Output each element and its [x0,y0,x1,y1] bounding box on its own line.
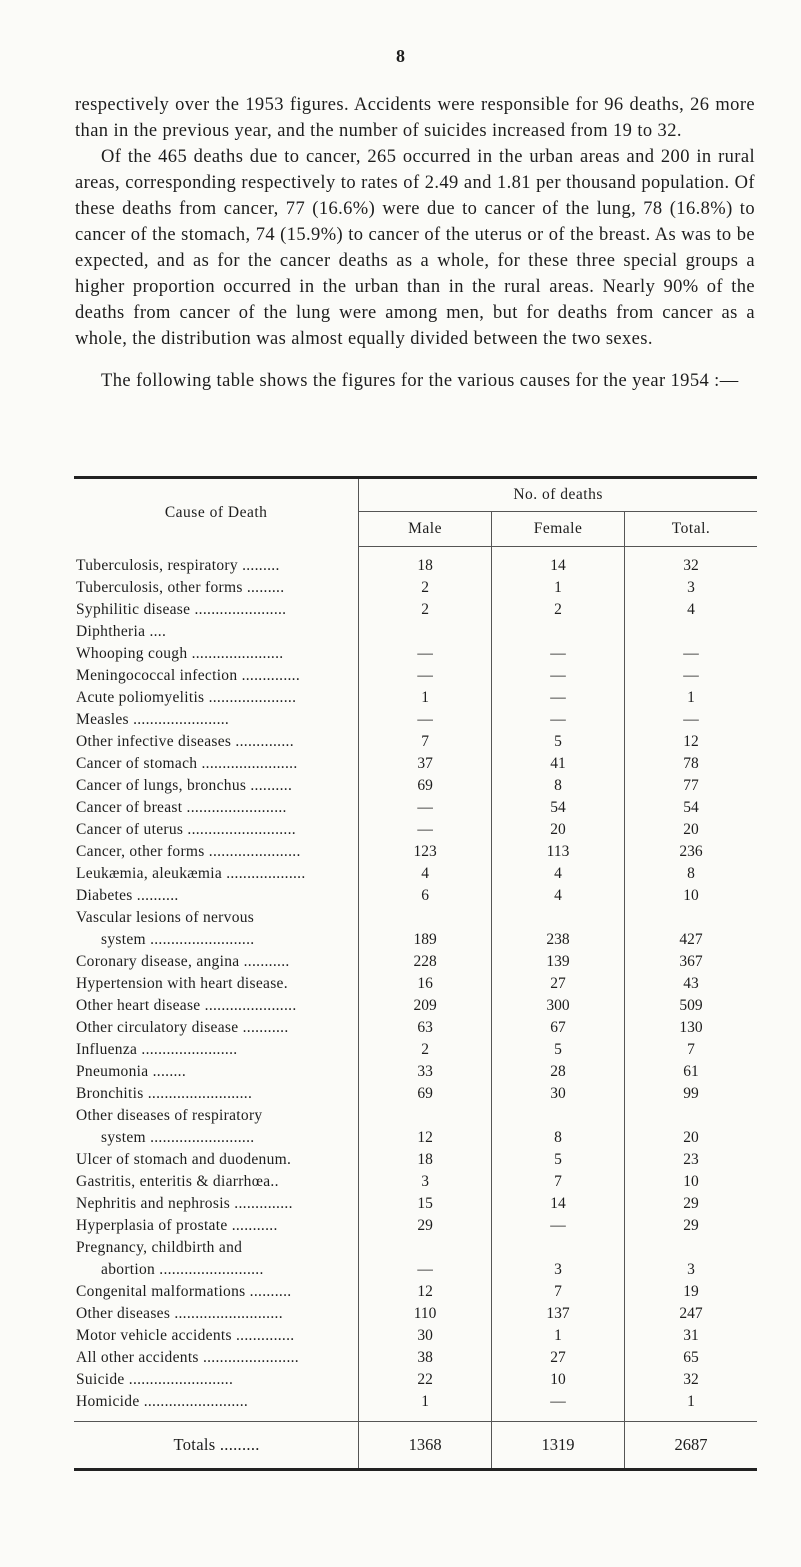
row-cause: Ulcer of stomach and duodenum. [74,1149,359,1171]
table-row [74,1281,757,1303]
row-cause: system ......................... [74,1127,359,1149]
row-cause: Influenza ....................... [74,1039,359,1061]
row-cause: Diphtheria .... [74,621,359,643]
table-row [74,863,757,885]
row-cause: Hypertension with heart disease. [74,973,359,995]
row-female: — [491,643,624,665]
table-row [74,555,757,577]
table-row [74,1325,757,1347]
row-female: — [491,1215,624,1237]
row-male [359,907,492,929]
table-row [74,709,757,731]
table-row [74,797,757,819]
row-female: 137 [491,1303,624,1325]
row-cause: Cancer of uterus .......................... [74,819,359,841]
row-cause: Cancer of lungs, bronchus .......... [74,775,359,797]
table-row [74,819,757,841]
row-female: — [491,665,624,687]
table-row [74,1083,757,1105]
row-female: — [491,1391,624,1413]
row-male: 33 [359,1061,492,1083]
row-cause: Other diseases .......................... [74,1303,359,1325]
table-row [74,1127,757,1149]
row-total [625,1105,757,1127]
row-total: 19 [625,1281,757,1303]
row-total: 4 [625,599,757,621]
row-female: 67 [491,1017,624,1039]
row-total: 20 [625,819,757,841]
row-female: 5 [491,1149,624,1171]
row-cause: Other heart disease ...................... [74,995,359,1017]
row-female: 2 [491,599,624,621]
totals-male: 1368 [359,1422,492,1470]
table-row [74,973,757,995]
row-total [625,621,757,643]
row-male: 4 [359,863,492,885]
row-male [359,1105,492,1127]
row-male: 18 [359,555,492,577]
page-number: 8 [396,46,405,66]
row-male [359,621,492,643]
row-male: 3 [359,1171,492,1193]
table-row [74,1347,757,1369]
row-total: 77 [625,775,757,797]
row-total [625,907,757,929]
row-cause: Cancer of breast ........................ [74,797,359,819]
row-cause: All other accidents ....................... [74,1347,359,1369]
row-cause: Cancer of stomach ....................... [74,753,359,775]
row-female [491,1105,624,1127]
row-cause: Suicide ......................... [74,1369,359,1391]
row-cause: Whooping cough ...................... [74,643,359,665]
row-female: 30 [491,1083,624,1105]
row-cause: Other circulatory disease ........... [74,1017,359,1039]
row-total: 10 [625,1171,757,1193]
row-total: 7 [625,1039,757,1061]
row-female: 300 [491,995,624,1017]
row-male: 110 [359,1303,492,1325]
row-cause: abortion ......................... [74,1259,359,1281]
row-total: 427 [625,929,757,951]
table-row [74,753,757,775]
table-row [74,1105,757,1127]
table-row [74,841,757,863]
row-female: 139 [491,951,624,973]
row-female: 14 [491,555,624,577]
row-cause: Syphilitic disease ...................... [74,599,359,621]
row-cause: Pregnancy, childbirth and [74,1237,359,1259]
table-row [74,1215,757,1237]
row-female: 10 [491,1369,624,1391]
row-total: 54 [625,797,757,819]
row-male: 30 [359,1325,492,1347]
row-total: 1 [625,687,757,709]
row-cause: Meningococcal infection .............. [74,665,359,687]
row-total: 130 [625,1017,757,1039]
table-row [74,775,757,797]
table-row [74,929,757,951]
row-male: 189 [359,929,492,951]
row-total: 509 [625,995,757,1017]
row-male: 12 [359,1281,492,1303]
paragraph: Of the 465 deaths due to cancer, 265 occurred in the urban areas and 200 in rural areas, corresponding respectively to rates of 2.49 and 1.81 per thousand population. Of these deaths from cancer, 77 (16.6%) were due to cancer of the lung, 78 (16.8%) to cancer of the stomach, 74 (15.9%) to cancer of the uterus or of the breast. As was to be expected, and as for the cancer deaths as a whole, for these three special groups a higher proportion occurred in the urban than in the rural areas. Nearly 90% of the deaths from cancer of the lung were among men, but for deaths from cancer as a whole, the distribution was almost equally divided between the two sexes. [75,147,755,349]
row-female: 8 [491,775,624,797]
male-column-header: Male [359,512,492,547]
table-row [74,1149,757,1171]
table-row [74,599,757,621]
row-total: 29 [625,1193,757,1215]
row-total: — [625,643,757,665]
row-female: 27 [491,973,624,995]
row-female: 14 [491,1193,624,1215]
row-male: — [359,819,492,841]
row-total: 32 [625,1369,757,1391]
table-row [74,1303,757,1325]
row-male: 29 [359,1215,492,1237]
row-total: 78 [625,753,757,775]
row-male: — [359,709,492,731]
row-male: 12 [359,1127,492,1149]
row-female: — [491,709,624,731]
row-female: 28 [491,1061,624,1083]
causes-of-death-table [74,476,757,1471]
row-male: — [359,1259,492,1281]
row-male: 16 [359,973,492,995]
row-male: 69 [359,775,492,797]
row-male: — [359,643,492,665]
row-cause: Tuberculosis, respiratory ......... [74,555,359,577]
row-male: 69 [359,1083,492,1105]
row-male: 63 [359,1017,492,1039]
row-cause: Diabetes .......... [74,885,359,907]
row-female: 4 [491,863,624,885]
row-female: 7 [491,1281,624,1303]
table-row [74,1171,757,1193]
row-female: 238 [491,929,624,951]
row-female: 113 [491,841,624,863]
table-row [74,687,757,709]
table-row [74,577,757,599]
row-cause: Acute poliomyelitis ..................... [74,687,359,709]
row-female [491,621,624,643]
row-total: 1 [625,1391,757,1413]
totals-total: 2687 [625,1422,757,1470]
table-row [74,951,757,973]
row-total [625,1237,757,1259]
row-total: 31 [625,1325,757,1347]
table-row [74,1193,757,1215]
table-row [74,1259,757,1281]
paragraph: The following table shows the figures for the various causes for the year 1954 :— [101,371,739,391]
row-cause: system ......................... [74,929,359,951]
row-total: 247 [625,1303,757,1325]
row-total: 61 [625,1061,757,1083]
row-female: 1 [491,1325,624,1347]
row-female: 7 [491,1171,624,1193]
row-cause: Pneumonia ........ [74,1061,359,1083]
row-male: 228 [359,951,492,973]
row-female [491,1237,624,1259]
row-female: — [491,687,624,709]
row-male: — [359,797,492,819]
row-male: 22 [359,1369,492,1391]
row-total: — [625,709,757,731]
row-male: 209 [359,995,492,1017]
row-cause: Bronchitis ......................... [74,1083,359,1105]
row-cause: Other infective diseases .............. [74,731,359,753]
row-total: 10 [625,885,757,907]
table-row [74,1017,757,1039]
row-cause: Vascular lesions of nervous [74,907,359,929]
row-cause: Congenital malformations .......... [74,1281,359,1303]
totals-female: 1319 [491,1422,624,1470]
row-cause: Other diseases of respiratory [74,1105,359,1127]
row-cause: Cancer, other forms ...................... [74,841,359,863]
row-male: 7 [359,731,492,753]
row-cause: Nephritis and nephrosis .............. [74,1193,359,1215]
row-male: 2 [359,599,492,621]
row-total: 29 [625,1215,757,1237]
table-row [74,1391,757,1413]
row-female: 4 [491,885,624,907]
row-female: 1 [491,577,624,599]
totals-row [74,1422,757,1470]
row-cause: Tuberculosis, other forms ......... [74,577,359,599]
table-row [74,643,757,665]
row-total: 3 [625,1259,757,1281]
table-row [74,1237,757,1259]
row-total: 3 [625,577,757,599]
table-row [74,1369,757,1391]
paragraph: respectively over the 1953 figures. Accidents were responsible for 96 deaths, 26 more than in the previous year, and the number of suicides increased from 19 to 32. [75,95,755,141]
row-male: 123 [359,841,492,863]
row-cause: Measles ....................... [74,709,359,731]
row-male: 2 [359,577,492,599]
row-male: 38 [359,1347,492,1369]
row-total: 20 [625,1127,757,1149]
row-female [491,907,624,929]
row-female: 5 [491,1039,624,1061]
row-total: 99 [625,1083,757,1105]
table-row [74,885,757,907]
row-total: 367 [625,951,757,973]
row-total: 32 [625,555,757,577]
row-male [359,1237,492,1259]
row-cause: Leukæmia, aleukæmia ................... [74,863,359,885]
table-row [74,665,757,687]
row-total: 43 [625,973,757,995]
table-row [74,1039,757,1061]
row-female: 41 [491,753,624,775]
body-text [75,92,755,394]
row-male: 6 [359,885,492,907]
row-male: 1 [359,687,492,709]
row-cause: Coronary disease, angina ........... [74,951,359,973]
row-cause: Hyperplasia of prostate ........... [74,1215,359,1237]
row-female: 27 [491,1347,624,1369]
table-body [74,547,757,1422]
table-row [74,907,757,929]
table-row [74,1061,757,1083]
total-column-header: Total. [625,512,757,547]
row-total: 23 [625,1149,757,1171]
cause-column-header: Cause of Death [74,478,359,547]
row-male: 2 [359,1039,492,1061]
row-cause: Gastritis, enteritis & diarrhœa.. [74,1171,359,1193]
row-total: 12 [625,731,757,753]
table-row [74,731,757,753]
row-cause: Motor vehicle accidents .............. [74,1325,359,1347]
row-female: 3 [491,1259,624,1281]
row-male: 37 [359,753,492,775]
row-total: 236 [625,841,757,863]
row-female: 5 [491,731,624,753]
table-row [74,995,757,1017]
row-total: 65 [625,1347,757,1369]
deaths-group-header: No. of deaths [359,478,757,512]
row-female: 20 [491,819,624,841]
row-male: 15 [359,1193,492,1215]
row-total: 8 [625,863,757,885]
table-row [74,621,757,643]
totals-label: Totals ......... [74,1422,359,1470]
row-male: 18 [359,1149,492,1171]
row-male: 1 [359,1391,492,1413]
female-column-header: Female [491,512,624,547]
row-female: 8 [491,1127,624,1149]
row-male: — [359,665,492,687]
row-total: — [625,665,757,687]
row-cause: Homicide ......................... [74,1391,359,1413]
row-female: 54 [491,797,624,819]
